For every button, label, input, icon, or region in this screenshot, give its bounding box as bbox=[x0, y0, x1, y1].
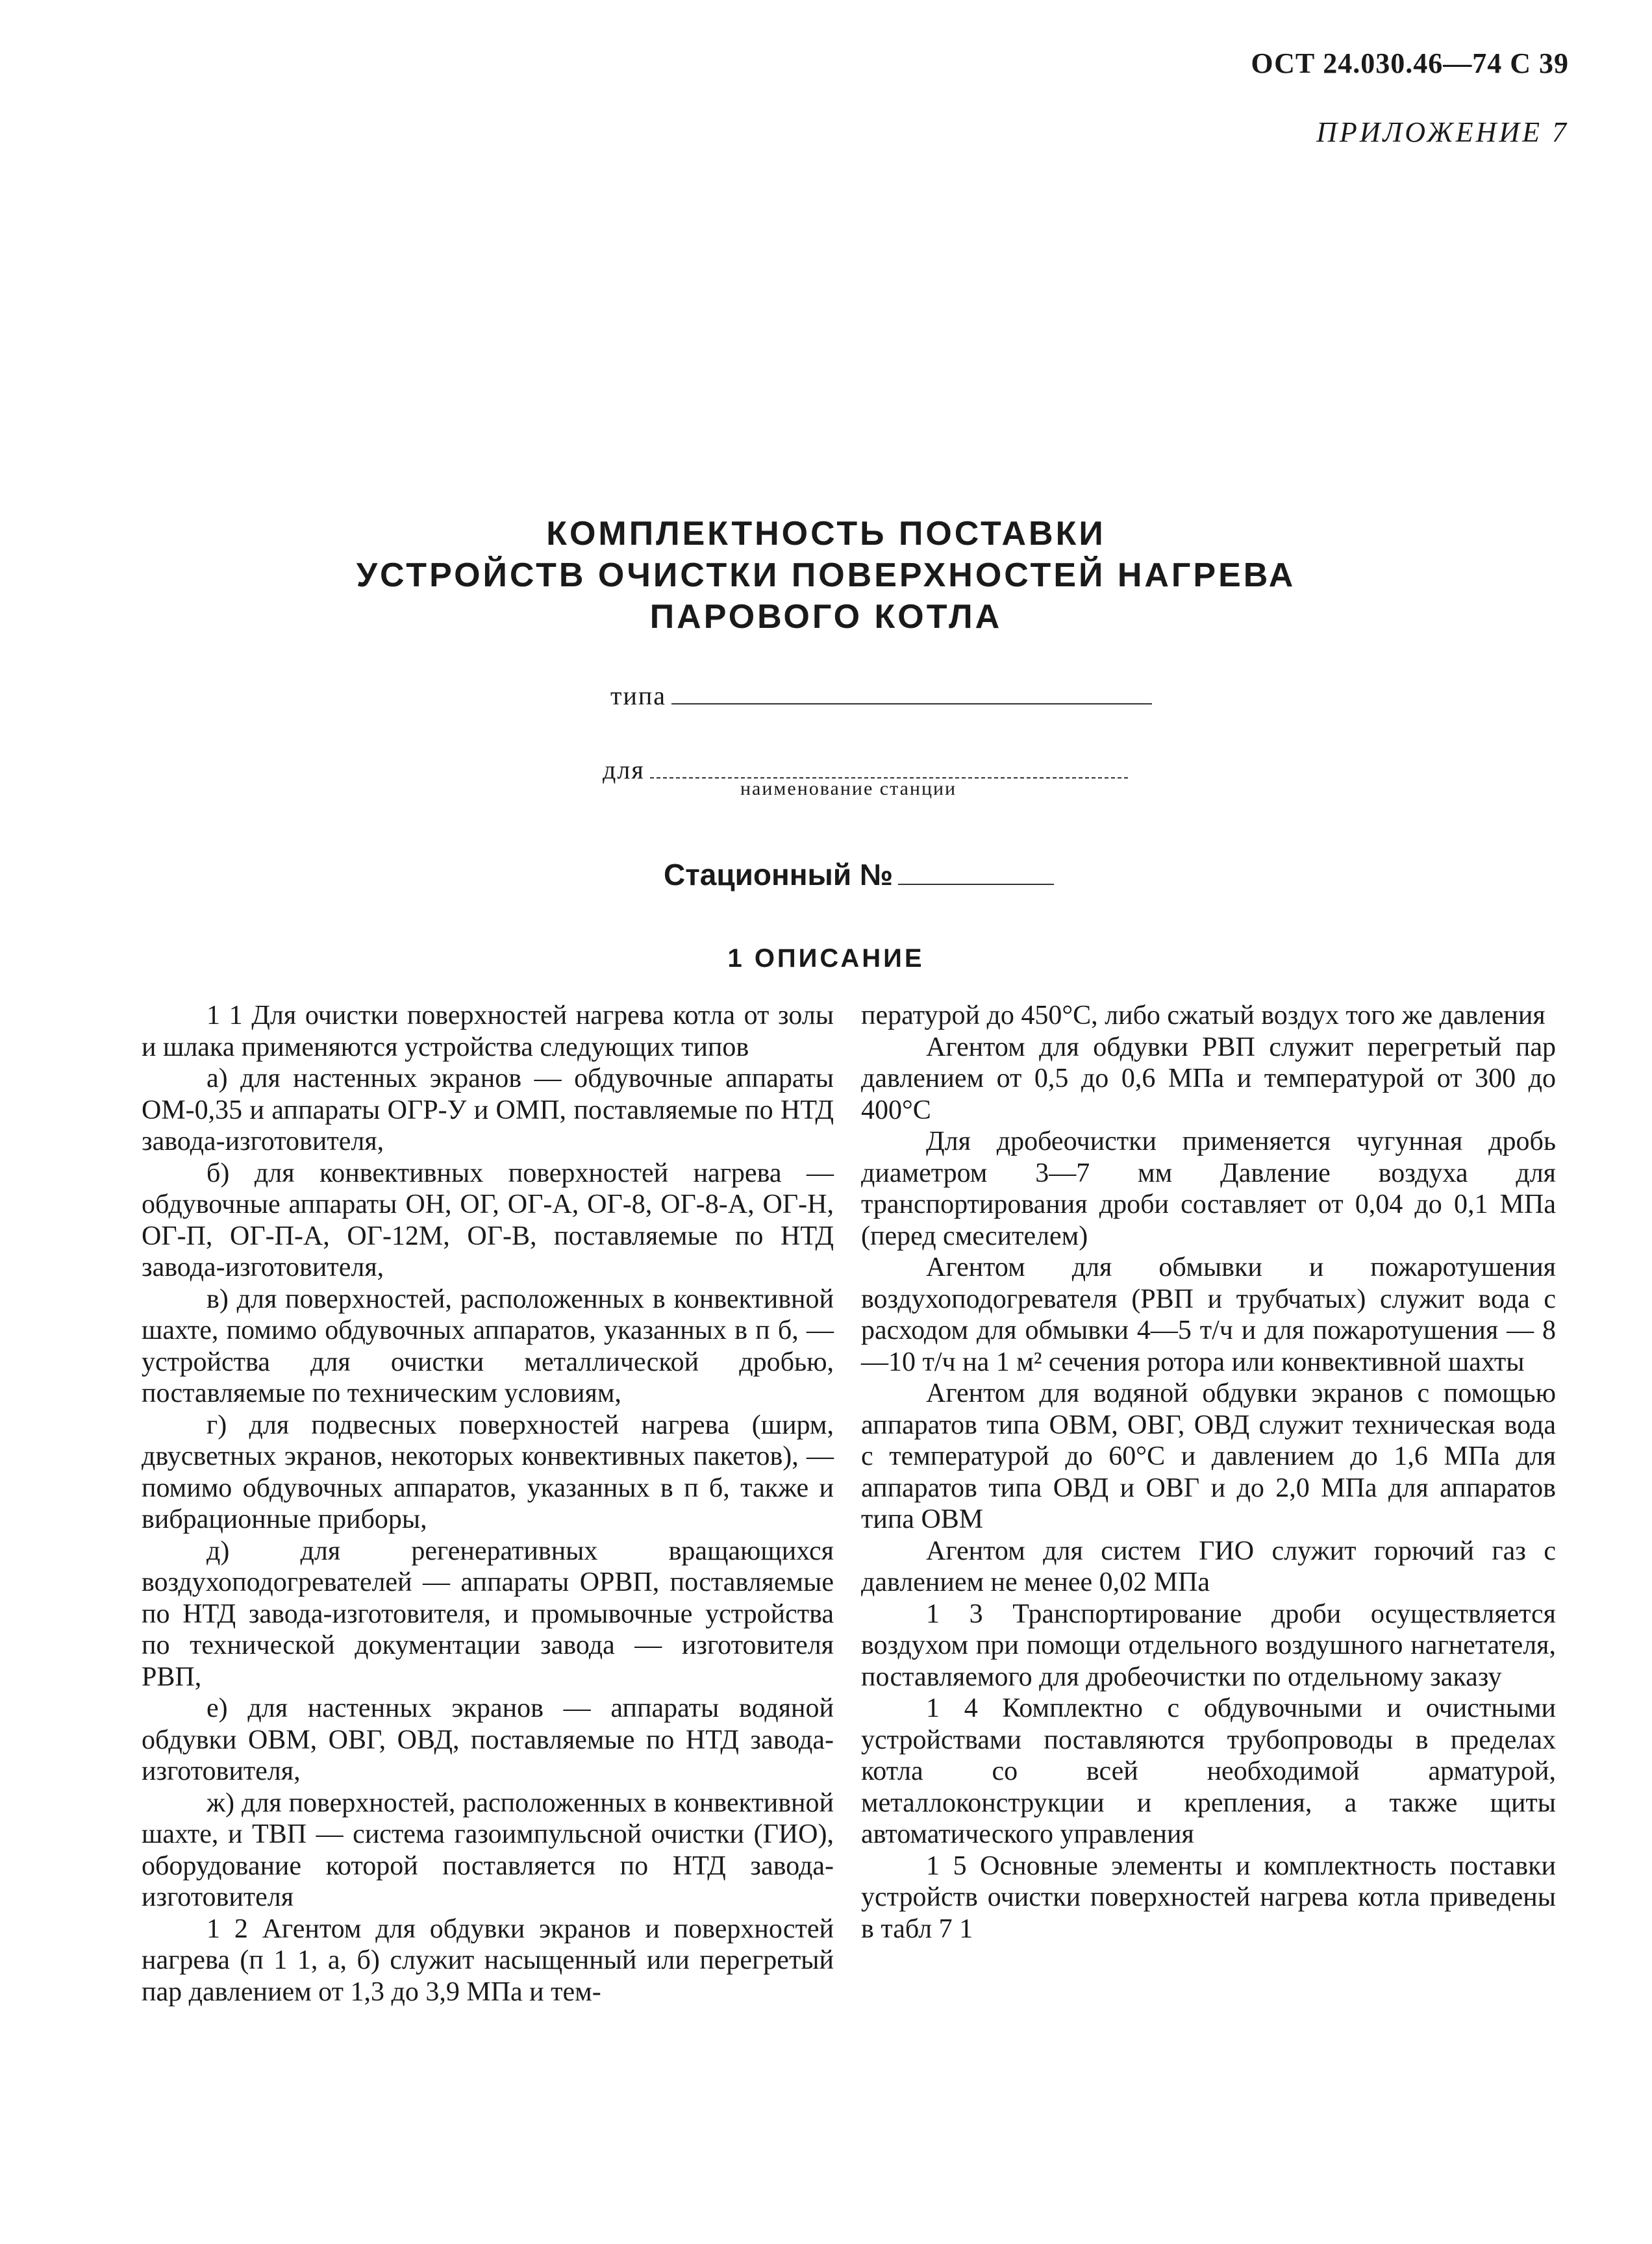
for-label: для bbox=[603, 755, 645, 784]
paragraph: д) для регенеративных вращающихся воздухоподогревателей — аппараты ОРВП, поставляемые по НТД завода-изготовителя, и промывочные устройства по технической документации завода — изготовителя РВП, bbox=[142, 1536, 834, 1692]
station-number-label: Стационный № bbox=[664, 858, 894, 891]
paragraph: а) для настенных экранов — обдувочные аппараты ОМ-0,35 и аппараты ОГР-У и ОМП, поставляемые по НТД завода-изготовителя, bbox=[142, 1064, 834, 1156]
station-number-field bbox=[664, 857, 1054, 892]
paragraph: Для дробеочистки применяется чугунная дробь диаметром 3—7 мм Давление воздуха для транспортирования дроби составляет от 0,04 до 0,1 МПа (перед смесителем) bbox=[861, 1127, 1556, 1251]
right-text-column bbox=[861, 1000, 1556, 1945]
paragraph: е) для настенных экранов — аппараты водяной обдувки ОВМ, ОВГ, ОВД, поставляемые по НТД завода-изготовителя, bbox=[142, 1693, 834, 1786]
type-field bbox=[610, 680, 1152, 711]
type-label: типа bbox=[610, 681, 667, 710]
paragraph: Агентом для обдувки РВП служит перегретый пар давлением от 0,5 до 0,6 МПа и температурой от 300 до 400°С bbox=[861, 1032, 1556, 1125]
document-title bbox=[0, 513, 1652, 638]
document-code: ОСТ 24.030.46—74 С 39 bbox=[1251, 47, 1569, 79]
paragraph: 1 5 Основные элементы и комплектность поставки устройств очистки поверхностей нагрева котла приведены в табл 7 1 bbox=[861, 1851, 1556, 1944]
paragraph: пературой до 450°С, либо сжатый воздух того же давления bbox=[861, 1001, 1546, 1030]
left-text-column bbox=[142, 1000, 834, 2008]
title-line-1: КОМПЛЕКТНОСТЬ ПОСТАВКИ bbox=[546, 515, 1106, 553]
type-fill-line bbox=[671, 684, 1152, 704]
paragraph: ж) для поверхностей, расположенных в конвективной шахте, и ТВП — система газоимпульсной очистки (ГИО), оборудование которой поставляется по НТД завода-изготовителя bbox=[142, 1788, 834, 1912]
paragraph: Агентом для систем ГИО служит горючий газ с давлением не менее 0,02 МПа bbox=[861, 1536, 1556, 1597]
paragraph: Агентом для водяной обдувки экранов с помощью аппаратов типа ОВМ, ОВГ, ОВД служит техническая вода с температурой до 60°С и давлением до 1,6 МПа для аппаратов типа ОВД и ОВГ и до 2,0 МПа для аппаратов типа ОВМ bbox=[861, 1378, 1556, 1534]
paragraph: г) для подвесных поверхностей нагрева (ширм, двусветных экранов, некоторых конвективных пакетов), — помимо обдувочных аппаратов, указанных в п б, также и вибрационные приборы, bbox=[142, 1410, 834, 1534]
title-line-3: ПАРОВОГО КОТЛА bbox=[649, 598, 1003, 636]
paragraph: 1 2 Агентом для обдувки экранов и поверхностей нагрева (п 1 1, а, б) служит насыщенный или перегретый пар давлением от 1,3 до 3,9 МПа и тем- bbox=[142, 1914, 834, 2007]
paragraph: 1 3 Транспортирование дроби осуществляется воздухом при помощи отдельного воздушного нагнетателя, поставляемого для дробеочистки по отдельному заказу bbox=[861, 1599, 1556, 1692]
paragraph: б) для конвективных поверхностей нагрева — обдувочные аппараты ОН, ОГ, ОГ-А, ОГ-8, ОГ-8-А, ОГ-Н, ОГ-П, ОГ-П-А, ОГ-12М, ОГ-В, поставляемые по НТД завода-изготовителя, bbox=[142, 1158, 834, 1282]
station-number-fill-line bbox=[898, 864, 1054, 885]
station-name-caption: наименование станции bbox=[740, 778, 957, 799]
station-name-fill-line bbox=[650, 758, 1128, 779]
paragraph: 1 1 Для очистки поверхностей нагрева котла от золы и шлака применяются устройства следующих типов bbox=[142, 1001, 834, 1062]
paragraph: Агентом для обмывки и пожаротушения воздухоподогревателя (РВП и трубчатых) служит вода с расходом для обмывки 4—5 т/ч и для пожаротушения — 8—10 т/ч на 1 м² сечения ротора или конвективной шахты bbox=[861, 1253, 1556, 1377]
title-line-2: УСТРОЙСТВ ОЧИСТКИ ПОВЕРХНОСТЕЙ НАГРЕВА bbox=[356, 556, 1296, 594]
section-heading: 1 ОПИСАНИЕ bbox=[727, 944, 925, 973]
appendix-label: ПРИЛОЖЕНИЕ 7 bbox=[1316, 116, 1569, 148]
paragraph: в) для поверхностей, расположенных в конвективной шахте, помимо обдувочных аппаратов, указанных в п б, — устройства для очистки металлической дробью, поставляемые по техническим условиям, bbox=[142, 1284, 834, 1408]
paragraph: 1 4 Комплектно с обдувочными и очистными устройствами поставляются трубопроводы в пределах котла со всей необходимой арматурой, металлоконструкции и крепления, а также щиты автоматического управления bbox=[861, 1693, 1556, 1849]
